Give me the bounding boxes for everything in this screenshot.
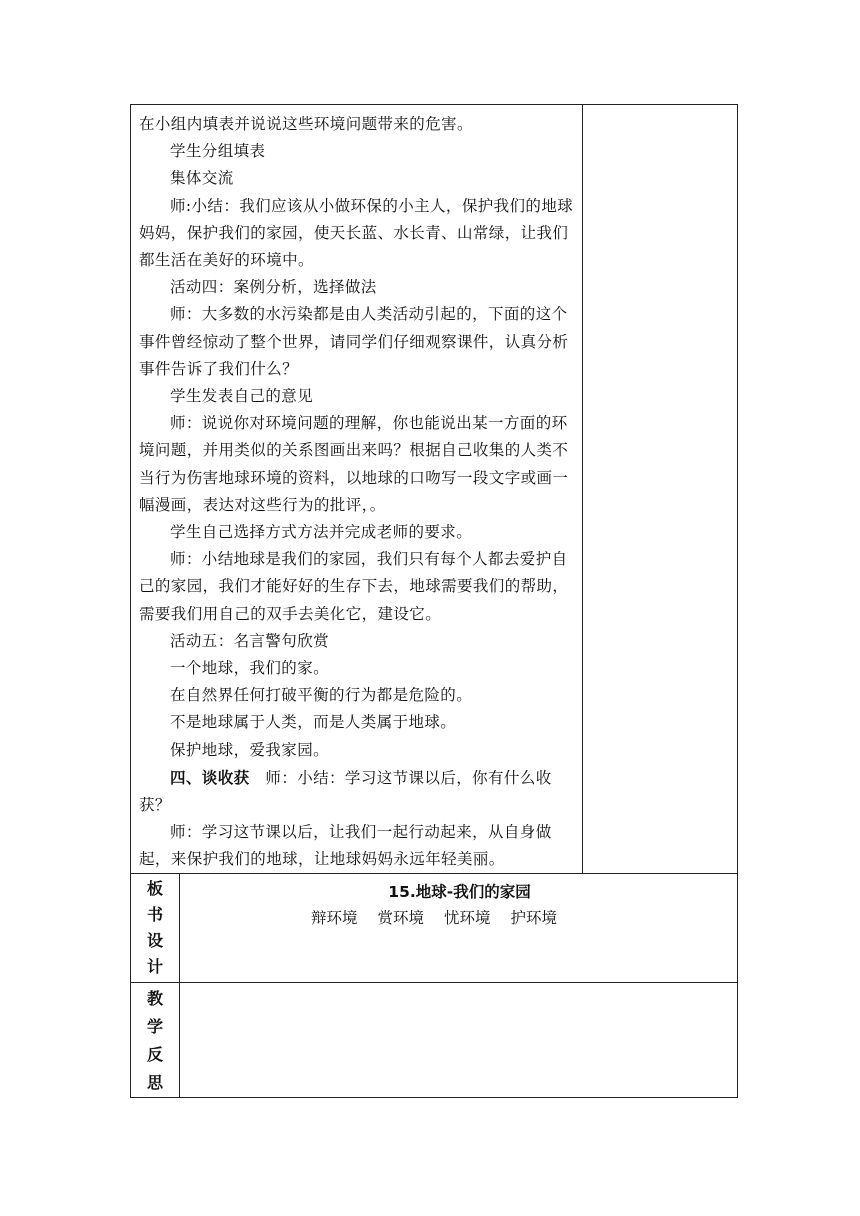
board-item: 赏环境 xyxy=(377,909,425,927)
paragraph: 一个地球，我们的家。 xyxy=(170,659,330,678)
paragraph: 学生自己选择方式方法并完成老师的要求。 xyxy=(170,523,473,542)
board-item: 辩环境 xyxy=(311,909,358,927)
board-title: 15.地球-我们的家园 xyxy=(388,883,531,901)
paragraph: 学生发表自己的意见 xyxy=(170,387,314,406)
paragraph: 师：说说你对环境问题的理解，你也能说出某一方面的环境问题，并用类似的关系图画出来吗？根据自己收集的人类不当行为伤害地球环境的资料，以地球的口吻写一段文字或画一幅漫画，表达对这些行为的批评，。 xyxy=(139,414,569,514)
teaching-process-content xyxy=(131,105,583,873)
reflection-label xyxy=(131,983,180,1097)
lesson-table xyxy=(130,104,738,1098)
paragraph: 不是地球属于人类，而是人类属于地球。 xyxy=(170,713,457,732)
label-char: 设 xyxy=(146,931,163,950)
paragraph: 保护地球，爱我家园。 xyxy=(170,740,330,759)
paragraph: 学生分组填表 xyxy=(170,142,266,161)
notes-column xyxy=(583,105,739,873)
paragraph: 师：大多数的水污染都是由人类活动引起的，下面的这个事件曾经惊动了整个世界，请同学们仔细观察课件，认真分析事件告诉了我们什么？ xyxy=(139,305,569,378)
reflection-row xyxy=(131,983,737,1097)
teaching-process-row xyxy=(131,105,737,874)
paragraph-text: 师：小结：学习这节课以后，你有什么收获？ xyxy=(139,768,552,815)
label-char: 板 xyxy=(146,879,163,898)
board-design-label xyxy=(131,874,180,982)
label-char: 书 xyxy=(146,905,163,924)
label-char: 学 xyxy=(146,1017,163,1036)
paragraph: 师：小结地球是我们的家园，我们只有每个人都去爱护自己的家园，我们才能好好的生存下去，地球需要我们的帮助，需要我们用自己的双手去美化它，建设它。 xyxy=(139,550,569,623)
paragraph: 在小组内填表并说说这些环境问题带来的危害。 xyxy=(139,115,473,133)
paragraph: 集体交流 xyxy=(170,169,234,188)
paragraph: 师：学习这节课以后，让我们一起行动起来，从自身做起，来保护我们的地球，让地球妈妈永远年轻美丽。 xyxy=(139,823,552,869)
label-char: 计 xyxy=(146,957,163,976)
paragraph: 师:小结：我们应该从小做环保的小主人，保护我们的地球妈妈，保护我们的家园，使天长蓝、水长青、山常绿，让我们都生活在美好的环境中。 xyxy=(139,196,574,270)
paragraph: 活动四：案例分析，选择做法 xyxy=(170,278,377,297)
paragraph: 活动五：名言警句欣赏 xyxy=(170,631,330,650)
label-char: 思 xyxy=(146,1073,163,1092)
board-item: 护环境 xyxy=(510,909,558,927)
board-items xyxy=(311,906,557,928)
label-char: 反 xyxy=(146,1045,163,1064)
label-char: 教 xyxy=(146,989,163,1008)
paragraph xyxy=(139,764,576,819)
board-item: 忧环境 xyxy=(444,909,491,927)
section-heading: 四、谈收获 xyxy=(170,767,250,787)
paragraph: 在自然界任何打破平衡的行为都是危险的。 xyxy=(170,686,473,705)
board-design-row xyxy=(131,874,737,983)
